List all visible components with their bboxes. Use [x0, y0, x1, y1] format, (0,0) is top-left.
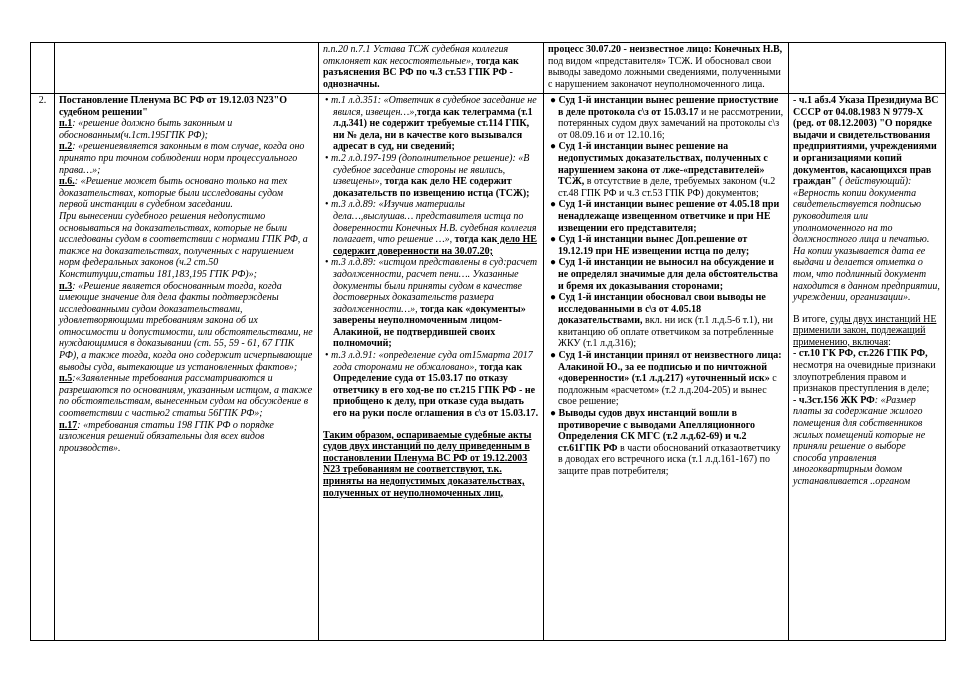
law-paragraph [793, 95, 941, 304]
text: процесс 30.07.20 - неизвестное лицо: Конечных Н.В, [548, 44, 783, 55]
text: т.3 л.д.89: «истцом представлены в суд:расчет задолженности, расчет пени…. Указанные документы были приняты судом в качестве достоверных доказательств размера задолженности…», [331, 257, 538, 315]
clause-label: п.3 [59, 280, 73, 292]
list-item: ● Суд 1-й инстанции вынес решение от 4.05.18 при ненадлежаще извещенном ответчике и при НЕ извещении его представителя; [550, 199, 780, 234]
list-item: • т.3 л.д.89: «истцом представлены в суд:расчет задолженности, расчет пени…. Указанные документы были приняты судом в качестве достоверных доказательств размера задолженности…», тогда как «документы» заверены неуполномоченным лицом-Алакиной, не подтвердившей своих полномочий; [325, 257, 538, 350]
list-item: ● Выводы судов двух инстанций вошли в противоречие с выводами Апелляционного Определения СК МГС (т.2 л.д.62-69) и ч.2 ст.61ГПК РФ в части обоснований отказаответчику в доводах его встречного иска (т.1 л.д.161-167) по защите прав потребителя; [550, 408, 781, 477]
clause-text: :«Заявленные требования рассматриваются и разрешаются по основаниям, указанным истцом, а также по обстоятельствам, вынесенным судом на обсуждение в соответствии с частью2 статьи 56ГПК РФ»; [59, 373, 313, 420]
cell-number [31, 43, 55, 94]
law-paragraph [793, 395, 941, 488]
clause-text: : «решение должно быть законным и обоснованным(ч.1ст.195ГПК РФ); [59, 118, 233, 141]
table-row [31, 94, 946, 641]
cell-laws [789, 94, 946, 641]
text: ( действующий): «Верность копии документа свидетельствуется подписью руководителя или уполномоченного на то должностного лица и печатью. На копии указывается дата ее выдачи и делается отметка о том, что подлинный документ находится в данном предприятии, учреждении, организации». [793, 176, 940, 304]
text: тогда как Определение суда от 15.03.17 по отказу ответчику в его ход-ве по ст.215 ГПК РФ - не приобщено к делу, при отказе суда выдать его на руки после оглашения в с\з от 15.03.17. [333, 361, 539, 420]
list-item: • т.2 л.д.197-199 (дополнительное решение): «В судебное заседание стороны не явились, извещены», тогда как дело НЕ содержит доказательств по извещению истца (ТСЖ); [325, 152, 530, 199]
text: т.3 л.д.91: «определение суда от15марта 2017 года сторонами не обжаловано», [331, 350, 533, 373]
text: в отсутствие в деле, требуемых законом (ч.2 ст.48 ГПК РФ и ч.3 ст.53 ГПК РФ) документов; [558, 176, 776, 199]
text: - ст.10 ГК РФ, ст.226 ГПК РФ, [793, 348, 928, 360]
text: тогда как [454, 234, 498, 246]
text: Суд 1-й инстанции вынес Доп.решение от 19.12.19 при НЕ извещении истца по делу; [558, 234, 750, 257]
text: Суд 1-й инстанции вынес решение приостуствие в деле протокола с\з от 15.03.17 [558, 95, 779, 118]
text: вкл. ни иск (т.1 л.д.5-6 т.1), ни квитанцию об оплате ответчиком за потребленные ЖКУ (т.1 л.д.316); [558, 315, 774, 350]
clause-label: п.6. [59, 176, 75, 188]
plenum-title: Постановление Пленума ВС РФ от 19.12.03 N23"О судебном решении" [59, 95, 287, 118]
list-item: ● Суд 1-й инстанции вынес Доп.решение от 19.12.19 при НЕ извещении истца по делу; [550, 234, 750, 257]
clause-label: п.5 [59, 373, 73, 385]
text: приведенным в постановлении Пленума ВС РФ от 19.12.2003 N23 требованиям не соответствуют, т.к. приняты на недопустимых доказательствах, полученных от неуполномоченных лиц, [323, 441, 530, 499]
text: - ч.3ст.156 ЖК РФ [793, 394, 875, 406]
text: т.1 л.д.351: «Ответчик в судебное заседание не явился, извещен…», [331, 95, 537, 118]
clause-text: : «Решение является обоснованным тогда, когда имеющие значение для дела факты подтверждены исследованными судом доказательствами, удовлетворяющими требованиям закона об их относимости и допустимости, или обстоятельствами, не нуждающимися в доказывании (ст. 55, 59 - 61, 67 ГПК РФ), а также тогда, когда оно содержит исчерпывающие выводы суда, вытекающие из установленных фактов»; [59, 280, 313, 373]
text: Таким образом, оспариваемые судебные акты судов двух инстанций по делу [323, 429, 532, 453]
summary [323, 430, 539, 500]
cell-violations [319, 43, 544, 94]
text: Суд 1-й инстанции обосновал свои выводы не исследованными в с\з от 4.05.18 доказательствами, [558, 292, 766, 327]
clause-label: п.1 [59, 118, 73, 130]
text: Суд 1-й инстанции вынес решение от 4.05.18 при ненадлежаще извещенном ответчике и при НЕ извещении его представителя; [558, 199, 780, 234]
text: дело НЕ содержит доверенности на 30.07.20; [333, 234, 537, 257]
text: и не рассмотрении, потерянных судом двух замечаний на протоколы с\з от 08.09.16 и от 12.10.16; [558, 106, 784, 141]
text: тогда как телеграмма (т.1 л.д.341) не содержит требуемые ст.114 ГПК, ни № дела, ни в качестве кого вызывался адресат в суд, ни сведений; [333, 106, 533, 153]
text: в части обоснований отказаответчику в доводах его встречного иска (т.1 л.д.161-167) по защите прав потребителя; [558, 442, 781, 477]
text: Выводы судов двух инстанций вошли в противоречие с выводами Апелляционного Определения СК МГС (т.2 л.д.62-69) и ч.2 ст.61ГПК РФ [558, 408, 756, 454]
cell-norm [55, 43, 319, 94]
text: тогда как дело НЕ содержит доказательств по извещению истца (ТСЖ); [333, 176, 530, 199]
list-item: ● Суд 1-й инстанции обосновал свои выводы не исследованными в с\з от 4.05.18 доказательствами, вкл. ни иск (т.1 л.д.5-6 т.1), ни квитанцию об оплате ответчиком за потребленные ЖКУ (т.1 л.д.316); [550, 292, 774, 350]
text: т.2 л.д.197-199 (дополнительное решение): «В судебное заседание стороны не явились, извещены», [331, 152, 530, 188]
law-paragraph [793, 348, 941, 394]
text: Суд 1-й инстанции не выносил на обсуждение и не определял значимые для дела обстоятельства и бремя их доказывания сторонами; [558, 257, 778, 292]
table-row [31, 43, 946, 94]
text: Суд 1-й инстанции принял от неизвестного лица: Алакиной Ю., за ее подписью и по ничтожной «доверенности» (т.1 л.д.217) «уточненный иск» [558, 350, 782, 385]
list-item: ● Суд 1-й инстанции не выносил на обсуждение и не определял значимые для дела обстоятельства и бремя их доказывания сторонами; [550, 257, 778, 292]
text: тогда как «документы» заверены неуполномоченным лицом-Алакиной, не подтвердившей своих полномочий; [333, 303, 526, 350]
clause-text: При вынесении судебного решения недопустимо основываться на доказательствах, которые не были исследованы судом в соответствии с нормами ГПК РФ, а также на доказательствах, полученных с нарушением норм федеральных законов (ч.2 ст.50 Конституции,статьи 181,183,195 ГПК РФ)»; [59, 210, 308, 280]
text: суды двух инстанций НЕ применили закон, подлежащий применению, включая [793, 313, 937, 348]
list-item: ● Суд 1-й инстанции принял от неизвестного лица: Алакиной Ю., за ее подписью и по ничтожной «доверенности» (т.1 л.д.217) «уточненный иск» с подложным «расчетом» (т.2 л.д.204-205) и вынес свое решение; [550, 350, 782, 408]
document-table [30, 42, 946, 641]
cell-violations [319, 94, 544, 641]
clause-label: п.2 [59, 141, 73, 153]
law-paragraph [793, 314, 941, 349]
clause-text: : «решениеявляется законным в том случае, когда оно принято при точном соблюдении норм процессуального права…»; [59, 141, 305, 176]
text: - ч.1 абз.4 Указа Президиума ВС СССР от 04.08.1983 N 9779-Х (ред. от 08.12.2003) "О порядке выдачи и свидетельствования предприятиями, учреждениями и организациями копий документов, касающихся прав граждан" [793, 95, 939, 188]
cell-court-errors [544, 94, 789, 641]
list-item: • т.1 л.д.351: «Ответчик в судебное заседание не явился, извещен…»,тогда как телеграмма (т.1 л.д.341) не содержит требуемые ст.114 ГПК, ни № дела, ни в качестве кого вызывался адресат в суд, ни сведений; [325, 95, 537, 153]
text: с подложным «расчетом» (т.2 л.д.204-205) и вынес свое решение; [558, 373, 777, 408]
text: п.п.20 п.7.1 Устава ТСЖ судебная коллегия отклоняет как несостоятельные», [323, 44, 509, 67]
cell-number: 2. [31, 94, 55, 641]
text: несмотря на очевидные признаки злоупотребления правом и признаков преступления в деле; [793, 360, 936, 395]
cell-court-errors [544, 43, 789, 94]
text: т.3 л.д.89: «Изучив материалы дела…,выслушав… представителя истца по доверенности Конечных Н.В. судебная коллегия полагает, что решение …», [331, 199, 537, 246]
cell-norm [55, 94, 319, 641]
list-item: • т.3 л.д.91: «определение суда от15марта 2017 года сторонами не обжаловано», тогда как Определение суда от 15.03.17 по отказу ответчику в его ход-ве по ст.215 ГПК РФ - не приобщено к делу, при отказе суда выдать его на руки после оглашения в с\з от 15.03.17. [325, 350, 539, 420]
list-item: ● Суд 1-й инстанции вынес решение приостуствие в деле протокола с\з от 15.03.17 и не рассмотрении, потерянных судом двух замечаний на протоколы с\з от 08.09.16 и от 12.10.16; [550, 95, 784, 141]
text: В итоге, [793, 313, 831, 325]
clause-text: : «требования статьи 198 ГПК РФ о порядке изложения решений обязательны для всех видов производств». [59, 419, 274, 454]
text: под видом «представителя» ТСЖ. И обосновал свои выводы заведомо ложными сведениями, полученными с нарушением законачот неуполномоченного лица. [548, 55, 781, 90]
clause-text: : «Решение может быть основано только на тех доказательствах, которые были исследованы судом первой инстанции в судебном заседании. [59, 176, 288, 211]
text: Суд 1-й инстанции вынес решение на недопустимых доказательствах, полученных с нарушением закона от лже-«представителей» ТСЖ, [558, 141, 768, 188]
text: : [888, 336, 891, 348]
cell-laws [789, 43, 946, 94]
list-item: • т.3 л.д.89: «Изучив материалы дела…,выслушав… представителя истца по доверенности Конечных Н.В. судебная коллегия полагает, что решение …», тогда как дело НЕ содержит доверенности на 30.07.20; [325, 199, 537, 257]
list-item: ● Суд 1-й инстанции вынес решение на недопустимых доказательствах, полученных с нарушением закона от лже-«представителей» ТСЖ, в отсутствие в деле, требуемых законом (ч.2 ст.48 ГПК РФ и ч.3 ст.53 ГПК РФ) документов; [550, 141, 776, 199]
text: тогда как разъяснения ВС РФ по ч.3 ст.53 ГПК РФ - однозначны. [323, 55, 519, 90]
text: : «Размер платы за содержание жилого помещения для собственников жилых помещений которые не приняли решение о выборе способа управления многоквартирным домом устанавливается ..органом [793, 394, 926, 487]
clause-label: п.17 [59, 419, 78, 431]
